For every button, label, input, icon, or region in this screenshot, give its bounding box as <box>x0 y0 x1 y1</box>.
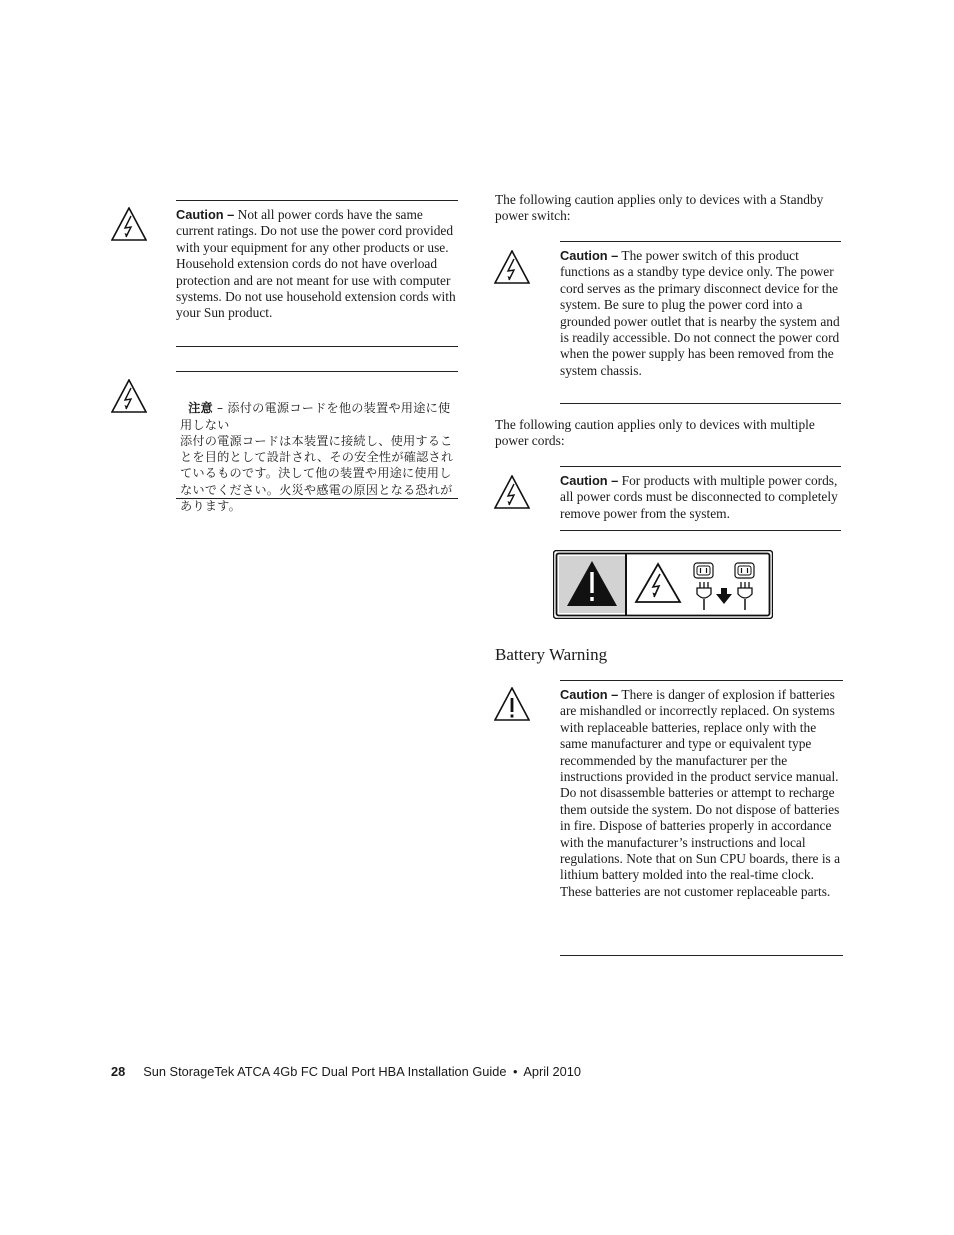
caution-japanese <box>176 371 458 514</box>
caution-label: Caution – <box>560 248 619 263</box>
general-caution-icon <box>494 687 530 721</box>
electrical-hazard-icon <box>494 475 530 509</box>
caution-label-jp: 注意 <box>188 401 213 416</box>
caution-text: Not all power cords have the same current ratings. Do not use the power cord provided with your equipment for any other products or use. Household extension cords do not have overload protection and are not meant for use with computer systems. Do not use household extension cords with your Sun product. <box>176 207 456 321</box>
intro-multiple-paragraph: The following caution applies only to devices with multiple power cords: <box>495 417 815 449</box>
caution-multiple-cords <box>560 466 841 531</box>
footer-bullet: • <box>513 1064 518 1079</box>
electrical-hazard-icon <box>111 379 147 413</box>
caution-label: Caution – <box>560 687 619 702</box>
page-number: 28 <box>111 1064 126 1079</box>
power-cord-warning-label-icon <box>553 550 773 619</box>
electrical-hazard-icon <box>494 250 530 284</box>
caution-standby-switch <box>560 241 841 404</box>
electrical-hazard-icon <box>111 207 147 241</box>
caution-text-jp: – 添付の電源コードを他の装置や用途に使用しない 添付の電源コードは本装置に接続し、使用することを目的として設計され、その安全性が確認されているものです。決して他の装置や用途に使用しないでください。火災や感電の原因となる恐れがあります。 <box>180 401 454 514</box>
caution-battery <box>560 680 843 956</box>
document-date: April 2010 <box>523 1064 582 1079</box>
page-footer <box>111 1064 581 1079</box>
caution-text: For products with multiple power cords, all power cords must be disconnected to completely remove power from the system. <box>560 473 838 521</box>
battery-warning-heading: Battery Warning <box>495 645 608 664</box>
caution-label: Caution – <box>176 207 235 222</box>
caution-power-cords <box>176 200 458 347</box>
document-title: Sun StorageTek ATCA 4Gb FC Dual Port HBA Installation Guide <box>143 1064 507 1079</box>
caution-text: The power switch of this product functions as a standby type device only. The power cord serves as the primary disconnect device for the system. Be sure to plug the power cord into a grounded power outlet that is nearby the system and is readily accessible. Do not connect the power cord when the power supply has been removed from the system chassis. <box>560 248 840 378</box>
caution-text: There is danger of explosion if batteries are mishandled or incorrectly replaced. On systems with replaceable batteries, replace only with the same manufacturer and type or equivalent type recommended by the manufacturer per the instructions provided in the product service manual. Do not disassemble batteries or attempt to recharge them outside the system. Do not dispose of batteries in fire. Dispose of batteries properly in accordance with the manufacturer’s instructions and local regulations. Note that on Sun CPU boards, there is a lithium battery molded into the real-time clock. These batteries are not customer replaceable parts. <box>560 687 841 899</box>
intro-standby-paragraph: The following caution applies only to devices with a Standby power switch: <box>495 192 824 224</box>
caution-label: Caution – <box>560 473 619 488</box>
